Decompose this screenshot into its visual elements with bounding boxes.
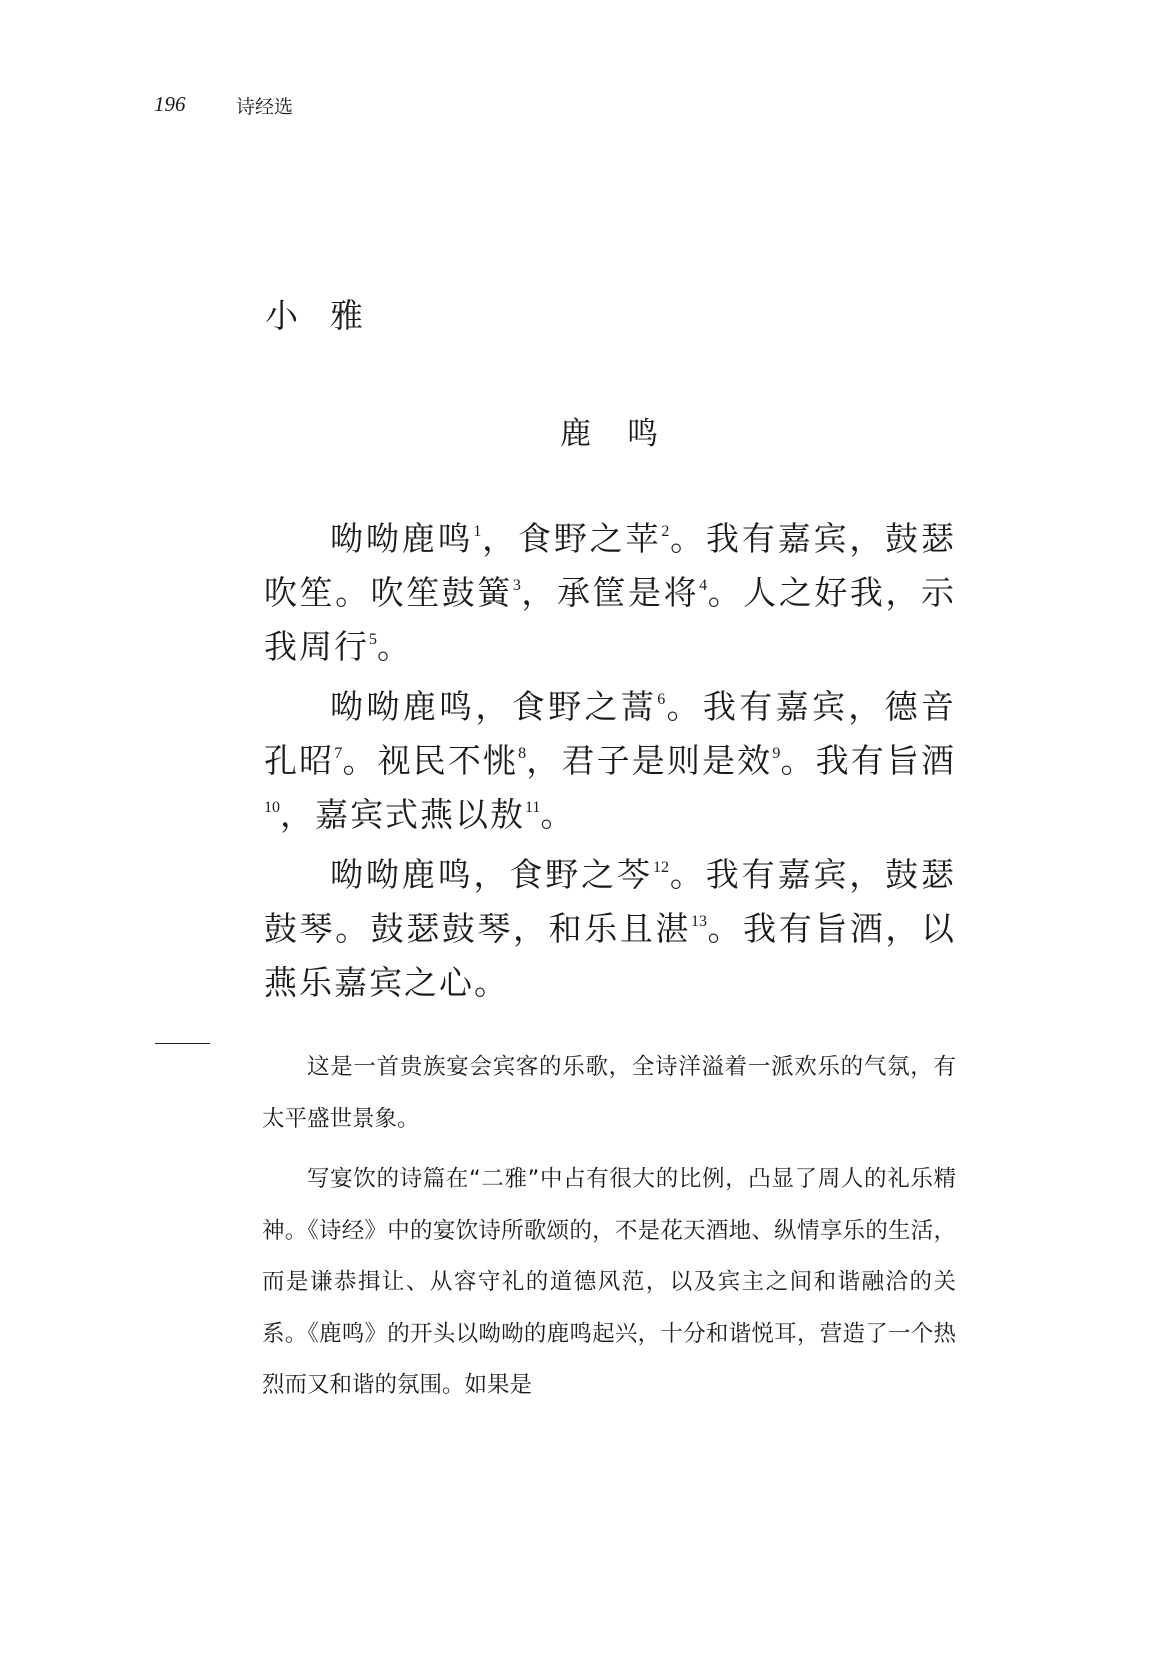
poem-text: 。我有旨酒	[780, 741, 957, 780]
commentary	[262, 1042, 956, 1421]
poem-text: 。视民不恌	[342, 741, 519, 780]
footnote-marker: 4	[699, 577, 708, 594]
poem-text: 呦呦鹿鸣，食野之蒿	[330, 687, 658, 726]
poem-text: 。我有嘉宾，鼓瑟鼓琴。鼓瑟鼓琴，和乐且湛	[264, 855, 957, 948]
poem-stanza	[264, 680, 956, 842]
footnote-marker: 7	[334, 745, 343, 762]
page-number: 196	[154, 92, 186, 116]
commentary-paragraph: 这是一首贵族宴会宾客的乐歌，全诗洋溢着一派欢乐的气氛，有太平盛世景象。	[262, 1054, 956, 1132]
footnote-marker: 5	[369, 631, 377, 648]
poem-text: ，嘉宾式燕以敖	[280, 795, 525, 834]
footnote-marker: 3	[512, 577, 521, 594]
poem-stanza	[264, 848, 956, 1010]
poem-text: ，君子是则是效	[526, 741, 773, 780]
section-title: 小雅	[265, 296, 395, 335]
poem-text: ，承筐是将	[520, 573, 700, 612]
running-title: 诗经选	[236, 96, 294, 118]
footnote-marker: 1	[473, 523, 482, 540]
footnote-marker: 9	[772, 745, 781, 762]
poem-text: 。人之好我，示我周行	[264, 573, 957, 666]
commentary-paragraph: 写宴饮的诗篇在“二雅”中占有很大的比例，凸显了周人的礼乐精神。《诗经》中的宴饮诗所歌颂的，不是花天酒地、纵情享乐的生活，而是谦恭揖让、从容守礼的道德风范，以及宾主之间和谐融洽的关系。《鹿鸣》的开头以呦呦的鹿鸣起兴，十分和谐悦耳，营造了一个热烈而又和谐的氛围。如果是	[262, 1166, 956, 1398]
poem-stanza	[264, 512, 956, 674]
poem-body	[264, 512, 956, 1016]
poem-text: ，食野之苹	[481, 519, 662, 558]
footnote-marker: 12	[652, 859, 669, 876]
poem-text: 。我有嘉宾，德音孔昭	[264, 687, 957, 780]
footnote-marker: 8	[518, 745, 527, 762]
poem-text: 。	[540, 795, 576, 834]
poem-text: 呦呦鹿鸣	[330, 519, 474, 558]
poem-text: 。	[377, 627, 412, 666]
footnote-marker: 10	[264, 799, 280, 816]
section-divider	[155, 1043, 210, 1044]
poem-title: 鹿鸣	[560, 416, 694, 452]
footnote-marker: 6	[657, 691, 666, 708]
poem-text: 呦呦鹿鸣，食野之芩	[330, 855, 653, 894]
poem-text: 。我有嘉宾，鼓瑟吹笙。吹笙鼓簧	[264, 519, 957, 612]
footnote-marker: 2	[661, 523, 670, 540]
footnote-marker: 11	[525, 799, 541, 816]
footnote-marker: 13	[690, 913, 707, 930]
poem-text: 。我有旨酒，以燕乐嘉宾之心。	[264, 909, 957, 1002]
